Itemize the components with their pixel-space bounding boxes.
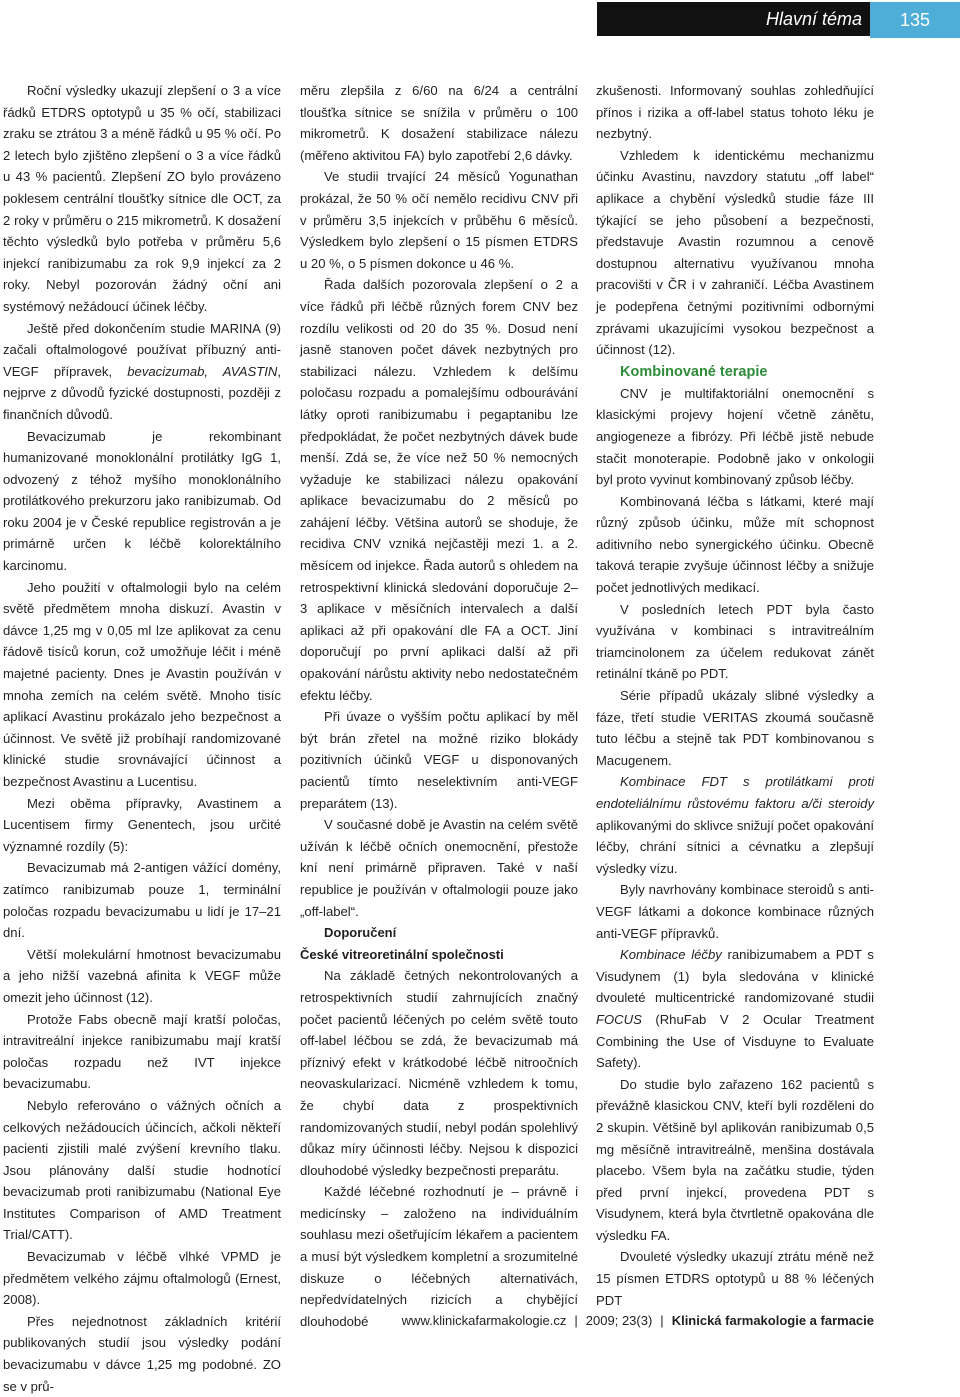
text-run: (RhuFab V 2 Ocular Treatment Combining the Use of Visduyne to Evaluate Safety). — [596, 1011, 874, 1071]
paragraph: Vzhledem k identickému mechanizmu účinku Avastinu, navzdory statutu „off label“ aplikace a chybění výsledků studie fáze III týkající se jeho působení a bezpečnosti, představuje Avastin rozumnou a cenově dostupnou alternativu využívanou mnoha pracovišti v ČR i v zahraničí. Léčba Avastinem je podepřena četnými pozitivními odbornými zprávami ukazujícími vysokou bezpečnost a účinnost (12). — [596, 147, 874, 358]
paragraph: Bevacizumab v léčbě vlhké VPMD je předmětem velkého zájmu oftalmologů (Ernest, 2008). — [3, 1249, 281, 1308]
footer-separator: | — [660, 1313, 664, 1328]
paragraph: Nebylo referováno o vážných očních a celkových nežádoucích účincích, ačkoli někteří pacienti zjistili malé zvýšení krevního tlaku. Jsou plánovány další studie hodnotící bevacizumab proti ranibizumabu (National Eye Institutes Comparison of AMD Treatment Trial/CATT). — [3, 1097, 281, 1243]
footer-issue: 2009; 23(3) — [585, 1313, 653, 1328]
paragraph — [596, 771, 874, 879]
text-column-3 — [596, 80, 874, 1311]
text-run: aplikovanými do sklivce snižují počet opakování léčby, chrání sítnici a cévnatku a zlepšují výsledky vízu. — [596, 817, 874, 876]
heading-line: Doporučení — [324, 925, 397, 941]
paragraph: Protože Fabs obecně mají kratší poločas, intravitreální injekce ranibizumabu mají kratší poločas rozpadu než IVT injekce bevacizumabu. — [3, 1011, 281, 1092]
paragraph — [3, 318, 281, 426]
emphasis-text: Kombinace léčby — [620, 947, 722, 963]
paragraph: Ve studii trvající 24 měsíců Yogunathan prokázal, že 50 % očí nemělo recidivu CNV při v průměru 3,5 injekcích v průběhu 6 měsíců. Výsledkem bylo zlepšení o 15 písmen ETDRS u 20 %, o 5 písmen dokonce u 46 %. — [300, 169, 578, 271]
text-run: ranibizumabem a PDT s Visudynem (1) byla sledována v klinické dvouleté multicentrické randomizované studii — [596, 947, 874, 1006]
section-heading: Kombinované terapie — [620, 363, 768, 380]
page-number: 135 — [870, 2, 960, 38]
paragraph: Přes nejednotnost základních kritérií publikovaných studií jsou výsledky podání bevacizumabu v dávce 1,25 mg podobné. ZO se v prů- — [3, 1313, 281, 1394]
paragraph: Bevacizumab má 2-antigen vážící domény, zatímco ranibizumab pouze 1, terminální poločas rozpadu bevacizumabu u lidí je 17–21 dní. — [3, 860, 281, 941]
paragraph: Do studie bylo zařazeno 162 pacientů s převážně klasickou CNV, kteří byli rozděleni do 2 skupin. Většině byl aplikován ranibizumab 0,5 mg měsíčně intravitreálně, menšina dostávala placebo. Všem byla na začátku studie, týden před první injekcí, provedena PDT s Visudynem, která byla čtvrtletně opakována dle výsledku FA. — [596, 1076, 874, 1243]
paragraph: Každé léčebné rozhodnutí je – právně i medicínsky – založeno na individuálním souhlasu mezi ošetřujícím lékařem a pacientem a musí být výsledkem kompletní a srozumitelné diskuze o léčebných alternativách, nepředvídatelných rizicích a chybějící dlouhodobé — [300, 1184, 578, 1329]
emphasis-text: Kombinace FDT s protilátkami proti endoteliálnímu růstovému faktoru a/či steroidy — [596, 774, 874, 811]
paragraph: CNV je multifaktoriální onemocnění s klasickými projevy hojení včetně zánětu, angiogeneze a fibrózy. Při léčbě jistě nebude stačit monoterapie. Podobně jako v onkologii byl proto vyvinut kombinovaný způsob léčby. — [596, 385, 874, 488]
footer-separator: | — [574, 1313, 578, 1328]
text-run: Ještě před dokončením studie MARINA (9) začali oftalmologové používat příbuzný anti-VEGF přípravek, — [3, 320, 281, 379]
paragraph: Bevacizumab je rekombinant humanizované monoklonální protilátky IgG 1, odvozený z téhož myšího monoklonálního protilátkového prekurzoru jako ranibizumab. Od roku 2004 je v České republice registrován a je primárně určen k léčbě kolorektálního karcinomu. — [3, 428, 281, 574]
page-footer — [402, 1313, 874, 1329]
paragraph — [596, 944, 874, 1074]
emphasis-text: bevacizumab, AVASTIN — [127, 363, 278, 379]
paragraph: Byly navrhovány kombinace steroidů s anti-VEGF látkami a dokonce kombinace různých anti-VEGF přípravků. — [596, 882, 874, 941]
paragraph: Jeho použití v oftalmologii bylo na celém světě předmětem mnoha diskuzí. Avastin v dávce 1,25 mg v 0,05 ml lze aplikovat za cenu řádově tisíců korun, což umožňuje léčit i méně majetné pacienty. Dnes je Avastin používán v mnoha zemích na celém světě. Mnoho tisíc aplikací Avastinu prokázalo jeho bezpečnost a účinnost. Ve světě již probíhají randomizované klinické studie srovnávající účinnost a bezpečnost Avastinu a Lucentisu. — [3, 579, 281, 789]
paragraph: V současné době je Avastin na celém světě užíván k léčbě očních onemocnění, přestože kní není primárně připraven. Také v naší republice je používán v oftalmologii pouze jako „off-label“. — [300, 817, 578, 919]
text-column-2 — [300, 80, 578, 1332]
text-run: , nejprve z důvodů fyzické dostupnosti, později z finančních důvodů. — [3, 363, 281, 422]
paragraph: Roční výsledky ukazují zlepšení o 3 a více řádků ETDRS optotypů u 35 % očí, stabilizaci zraku se ztrátou 3 a méně řádků u 95 % očí. Po 2 letech bylo zjištěno zlepšení o 3 a více řádků u 43 % pacientů. Zlepšení ZO bylo provázeno poklesem centrální tloušťky sítnice dle OCT, za 2 roky v průměru o 215 mikrometrů. K dosažení těchto výsledků bylo potřeba v průměru 5,6 injekcí ranibizumabu za rok 9,9 injekcí za 2 roky. Nebyl pozorován žádný oční ani systémový nežádoucí účinek léčby. — [3, 83, 281, 314]
footer-url[interactable]: www.klinickafarmakologie.cz — [401, 1313, 567, 1328]
emphasis-text: FOCUS — [596, 1011, 642, 1027]
paragraph: Na základě četných nekontrolovaných a retrospektivních studií zahrnujících značný počet pacientů léčených po celém světě touto off-label léčbou se zdá, že bevacizumab má příznivý efekt v krátkodobé léčbě nitroočních neovaskularizací. Nicméně vzhledem k tomu, že chybí data z prospektivních randomizovaných studií, nebyl podán spolehlivý důkaz míry účinnosti léčby. Nejsou k dispozici dlouhodobé výsledky bezpečnosti preparátu. — [300, 968, 578, 1178]
paragraph: zkušenosti. Informovaný souhlas zohledňující přínos i rizika a off-label status tohoto léku je nezbytný. — [596, 83, 874, 142]
heading-line: České vitreoretinální společnosti — [300, 946, 504, 962]
section-heading — [300, 922, 578, 965]
paragraph: Řada dalších pozorovala zlepšení o 2 a více řádků při léčbě různých forem CNV bez rozdílu velikosti od 20 do 35 %. Dosud není jasně stanoven počet dávek nezbytných pro stabilizaci nálezu. Vzhledem k delšímu poločasu rozpadu a pomalejšímu odbourávání látky oproti ranibizumabu i pegaptanibu lze předpokládat, že počet nezbytných dávek bude menší. Zdá se, že více než 50 % nemocných vyžaduje ke stabilizaci nálezu opakování aplikace bevacizumabu do 2 měsíců po zahájení léčby. Většina autorů se shoduje, že recidiva CNV vzniká nejčastěji mezi 1. a 2. měsícem od injekce. Řada autorů s ohledem na retrospektivní klinická sledování doporučuje 2–3 aplikace v měsíčních intervalech a další aplikaci až při opakování dle FA a OCT. Jiní doporučují po první aplikaci další až při opakování nárůstu aktivity nebo nedostatečném efektu léčby. — [300, 277, 578, 703]
paragraph: Větší molekulární hmotnost bevacizumabu a jeho nižší vazebná afinita k VEGF může omezit jeho účinnost (12). — [3, 946, 281, 1005]
paragraph: V posledních letech PDT byla často využívána v kombinaci s intravitreálním triamcinolonem za účelem redukovat zánět retinální tkáně po PDT. — [596, 601, 874, 682]
paragraph: Při úvaze o vyšším počtu aplikací by měl být brán zřetel na možné riziko blokády pozitivních účinků VEGF u disponovaných pacientů tímto neselektivním anti-VEGF preparátem (13). — [300, 709, 578, 811]
footer-journal: Klinická farmakologie a farmacie — [671, 1313, 874, 1328]
section-title: Hlavní téma — [765, 9, 862, 29]
text-column-1 — [3, 80, 281, 1397]
paragraph: Kombinovaná léčba s látkami, které mají různý způsob účinku, může mít schopnost aditivního nebo synergického účinku. Obecně taková terapie zvyšuje účinnost léčby a snižuje počet jednotlivých medikací. — [596, 493, 874, 596]
paragraph: měru zlepšila z 6/60 na 6/24 a centrální tloušťka sítnice se snížila v průměru o 100 mikrometrů. K dosažení stabilizace nálezu (měřeno aktivitou FA) bylo zapotřebí 2,6 dávky. — [300, 83, 578, 163]
paragraph: Dvouleté výsledky ukazují ztrátu méně než 15 písmen ETDRS optotypů u 88 % léčených PDT — [596, 1249, 874, 1308]
paragraph: Série případů ukázaly slibné výsledky a fáze, třetí studie VERITAS zkoumá současně tuto léčbu a stejně tak PDT kombinovanou s Macugenem. — [596, 688, 874, 768]
paragraph: Mezi oběma přípravky, Avastinem a Lucentisem firmy Genentech, jsou určité významné rozdíly (5): — [3, 795, 281, 854]
